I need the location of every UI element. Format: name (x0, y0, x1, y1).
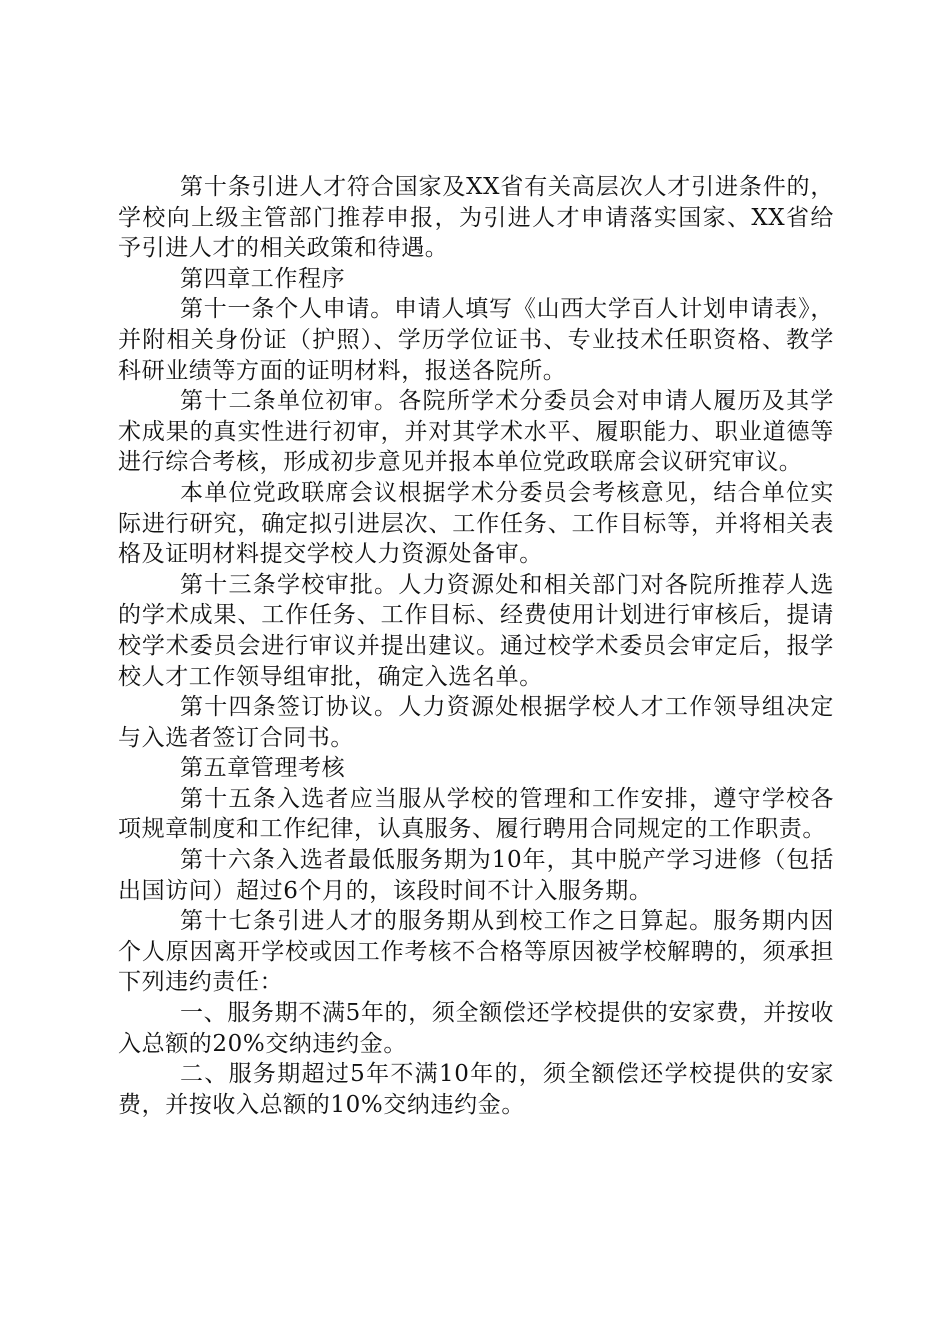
chapter-5-heading: 第五章管理考核 (180, 755, 346, 782)
chapter-4-heading: 第四章工作程序 (180, 265, 346, 292)
paragraph-article-15: 第十五条入选者应当服从学校的管理和工作安排，遵守学校各项规章制度和工作纪律，认真服务、履行聘用合同规定的工作职责。 (118, 785, 834, 843)
paragraph-clause-2: 二、服务期超过5年不满10年的，须全额偿还学校提供的安家费，并按收入总额的10%交纳违约金。 (118, 1061, 834, 1118)
paragraph-article-14: 第十四条签订协议。人力资源处根据学校人才工作领导组决定与入选者签订合同书。 (118, 694, 834, 751)
document-page (118, 172, 834, 1120)
paragraph-article-16: 第十六条入选者最低服务期为10年，其中脱产学习进修（包括出国访问）超过6个月的，该段时间不计入服务期。 (118, 847, 834, 904)
paragraph-article-13: 第十三条学校审批。人力资源处和相关部门对各院所推荐人选的学术成果、工作任务、工作目标、经费使用计划进行审核后，提请校学术委员会进行审议并提出建议。通过校学术委员会审定后，报学校人才工作领导组审批，确定入选名单。 (118, 571, 834, 690)
paragraph-article-11: 第十一条个人申请。申请人填写《山西大学百人计划申请表》，并附相关身份证（护照）、学历学位证书、专业技术任职资格、教学科研业绩等方面的证明材料，报送各院所。 (118, 296, 834, 384)
paragraph-clause-1: 一、服务期不满5年的，须全额偿还学校提供的安家费，并按收入总额的20%交纳违约金。 (118, 1000, 834, 1057)
paragraph-unit-meeting: 本单位党政联席会议根据学术分委员会考核意见，结合单位实际进行研究，确定拟引进层次、工作任务、工作目标等，并将相关表格及证明材料提交学校人力资源处备审。 (118, 479, 834, 568)
paragraph-article-10: 第十条引进人才符合国家及XX省有关高层次人才引进条件的，学校向上级主管部门推荐申报，为引进人才申请落实国家、XX省给予引进人才的相关政策和待遇。 (118, 174, 834, 262)
paragraph-article-17: 第十七条引进人才的服务期从到校工作之日算起。服务期内因个人原因离开学校或因工作考核不合格等原因被学校解聘的，须承担下列违约责任： (118, 908, 834, 996)
paragraph-article-12: 第十二条单位初审。各院所学术分委员会对申请人履历及其学术成果的真实性进行初审，并对其学术水平、履职能力、职业道德等进行综合考核，形成初步意见并报本单位党政联席会议研究审议。 (118, 388, 834, 476)
